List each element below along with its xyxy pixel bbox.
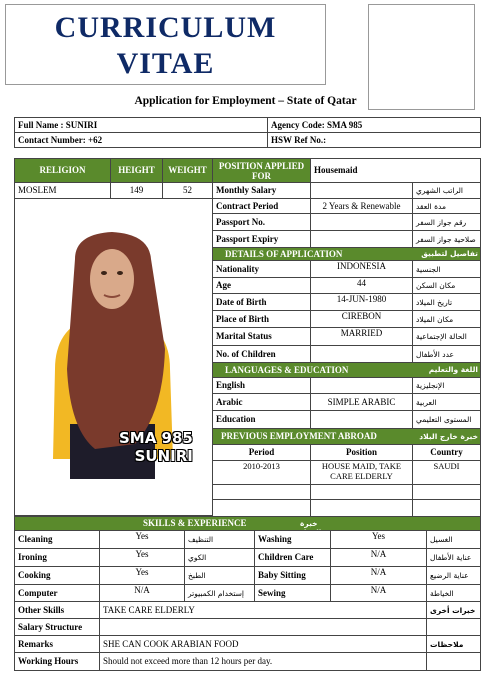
employment-cell xyxy=(310,484,413,500)
skill-label: Baby Sitting xyxy=(254,566,331,585)
title-box xyxy=(5,4,326,85)
application-value: MARRIED xyxy=(310,327,413,346)
employment-header: Position xyxy=(310,444,413,461)
position-value: Housemaid xyxy=(310,158,481,183)
detail-label: Monthly Salary xyxy=(212,182,311,199)
detail-label: Passport No. xyxy=(212,213,311,231)
applicant-photo xyxy=(15,199,212,515)
skill-value: N/A xyxy=(330,584,427,602)
language-label: Education xyxy=(212,410,311,429)
employment-cell xyxy=(412,499,481,517)
religion-value: MOSLEM xyxy=(14,182,111,199)
language-arabic: الإنجليزية xyxy=(412,377,481,394)
skill-value: Yes xyxy=(330,530,427,549)
employment-cell xyxy=(412,484,481,500)
details-section-title: DETAILS OF APPLICATION xyxy=(225,248,343,259)
detail-arabic: صلاحية جواز السفر xyxy=(412,230,481,248)
height-header: HEIGHT xyxy=(110,158,163,183)
language-label: English xyxy=(212,377,311,394)
application-value: CIREBON xyxy=(310,310,413,328)
skill-arabic: الغسيل xyxy=(426,530,481,549)
application-value: 14-JUN-1980 xyxy=(310,293,413,311)
application-arabic: مكان السكن xyxy=(412,277,481,294)
weight-value: 52 xyxy=(162,182,213,199)
employment-header: Period xyxy=(212,444,311,461)
bottom-arabic: خبرات أخرى xyxy=(426,601,481,619)
employment-cell xyxy=(212,499,311,517)
application-label: Place of Birth xyxy=(212,310,311,328)
application-label: Marital Status xyxy=(212,327,311,346)
skill-value: Yes xyxy=(99,530,185,549)
skill-arabic: عناية الأطفال xyxy=(426,548,481,567)
application-label: Date of Birth xyxy=(212,293,311,311)
position-header: POSITION APPLIED FOR xyxy=(212,158,311,183)
language-arabic: المستوى التعليمي xyxy=(412,410,481,429)
application-label: Nationality xyxy=(212,260,311,278)
title-line2: VITAE xyxy=(116,47,215,80)
skill-arabic: الطبخ xyxy=(184,566,255,585)
application-label: No. of Children xyxy=(212,345,311,363)
employment-cell: 2010-2013 xyxy=(212,460,311,485)
application-value: INDONESIA xyxy=(310,260,413,278)
bottom-label: Other Skills xyxy=(14,601,100,619)
skill-arabic: الكوي xyxy=(184,548,255,567)
bottom-arabic xyxy=(426,652,481,671)
language-arabic: العربية xyxy=(412,393,481,411)
detail-arabic: الراتب الشهري xyxy=(412,182,481,199)
detail-value xyxy=(310,182,413,199)
weight-header: WEIGHT xyxy=(162,158,213,183)
detail-arabic: مدة العقد xyxy=(412,198,481,214)
skill-arabic: الخياطة xyxy=(426,584,481,602)
application-value xyxy=(310,345,413,363)
bottom-label: Working Hours xyxy=(14,652,100,671)
skill-arabic: إستخدام الكمبيوتر xyxy=(184,584,255,602)
bottom-label: Remarks xyxy=(14,635,100,653)
skill-label: Ironing xyxy=(14,548,100,567)
agency-code: Agency Code: SMA 985 xyxy=(267,117,481,133)
contact-number: Contact Number: +62 xyxy=(14,132,268,148)
employment-cell xyxy=(212,484,311,500)
skills-section-arabic: خبرة العمل xyxy=(300,519,322,537)
bottom-label: Salary Structure xyxy=(14,618,100,636)
skill-label: Washing xyxy=(254,530,331,549)
language-value xyxy=(310,410,413,429)
prev-employment-arabic: خبرة خارج البلاد xyxy=(419,432,478,441)
bottom-value: Should not exceed more than 12 hours per day. xyxy=(99,652,427,671)
detail-value: 2 Years & Renewable xyxy=(310,198,413,214)
application-arabic: تاريخ الميلاد xyxy=(412,293,481,311)
application-value: 44 xyxy=(310,277,413,294)
languages-section-title: LANGUAGES & EDUCATION xyxy=(225,364,349,375)
skill-label: Cooking xyxy=(14,566,100,585)
detail-value xyxy=(310,230,413,248)
skills-section-header xyxy=(14,516,481,531)
employment-cell: SAUDI xyxy=(412,460,481,485)
employment-cell: HOUSE MAID, TAKE CARE ELDERLY xyxy=(310,460,413,485)
religion-header: RELIGION xyxy=(14,158,111,183)
application-arabic: مكان الميلاد xyxy=(412,310,481,328)
language-label: Arabic xyxy=(212,393,311,411)
detail-arabic: رقم جواز السفر xyxy=(412,213,481,231)
skill-label: Children Care xyxy=(254,548,331,567)
bottom-value: TAKE CARE ELDERLY xyxy=(99,601,427,619)
prev-employment-title: PREVIOUS EMPLOYMENT ABROAD xyxy=(221,431,377,441)
skill-label: Computer xyxy=(14,584,100,602)
skill-arabic: عناية الرضيع xyxy=(426,566,481,585)
skills-section-title: SKILLS & EXPERIENCE xyxy=(143,518,247,528)
bottom-value xyxy=(99,618,427,636)
detail-value xyxy=(310,213,413,231)
detail-label: Contract Period xyxy=(212,198,311,214)
skill-arabic: التنظيف xyxy=(184,530,255,549)
application-arabic: الحالة الإجتماعية xyxy=(412,327,481,346)
bottom-arabic: ملاحظات xyxy=(426,635,481,653)
subtitle: Application for Employment – State of Qatar xyxy=(134,95,357,107)
skill-value: Yes xyxy=(99,548,185,567)
skill-label: Sewing xyxy=(254,584,331,602)
skill-value: N/A xyxy=(330,566,427,585)
bottom-arabic xyxy=(426,618,481,636)
height-value: 149 xyxy=(110,182,163,199)
language-value: SIMPLE ARABIC xyxy=(310,393,413,411)
employment-cell xyxy=(310,499,413,517)
skill-value: N/A xyxy=(99,584,185,602)
photo-caption-line2: SUNIRI xyxy=(134,447,193,465)
hsw-ref: HSW Ref No.: xyxy=(267,132,481,148)
detail-label: Passport Expiry xyxy=(212,230,311,248)
application-label: Age xyxy=(212,277,311,294)
photo-caption-line1: SMA 985 xyxy=(119,429,193,447)
skill-value: N/A xyxy=(330,548,427,567)
photo-area xyxy=(14,198,213,516)
details-section-arabic: تفاصيل لتطبيق xyxy=(421,249,478,258)
title-line1: CURRICULUM xyxy=(54,11,277,44)
skill-label: Cleaning xyxy=(14,530,100,549)
skill-value: Yes xyxy=(99,566,185,585)
language-value xyxy=(310,377,413,394)
full-name: Full Name : SUNIRI xyxy=(14,117,268,133)
photo-caption xyxy=(119,429,193,465)
languages-section-arabic: اللغة والتعليم xyxy=(428,365,478,374)
employment-header: Country xyxy=(412,444,481,461)
bottom-value: SHE CAN COOK ARABIAN FOOD xyxy=(99,635,427,653)
application-arabic: عدد الأطفال xyxy=(412,345,481,363)
application-arabic: الجنسية xyxy=(412,260,481,278)
